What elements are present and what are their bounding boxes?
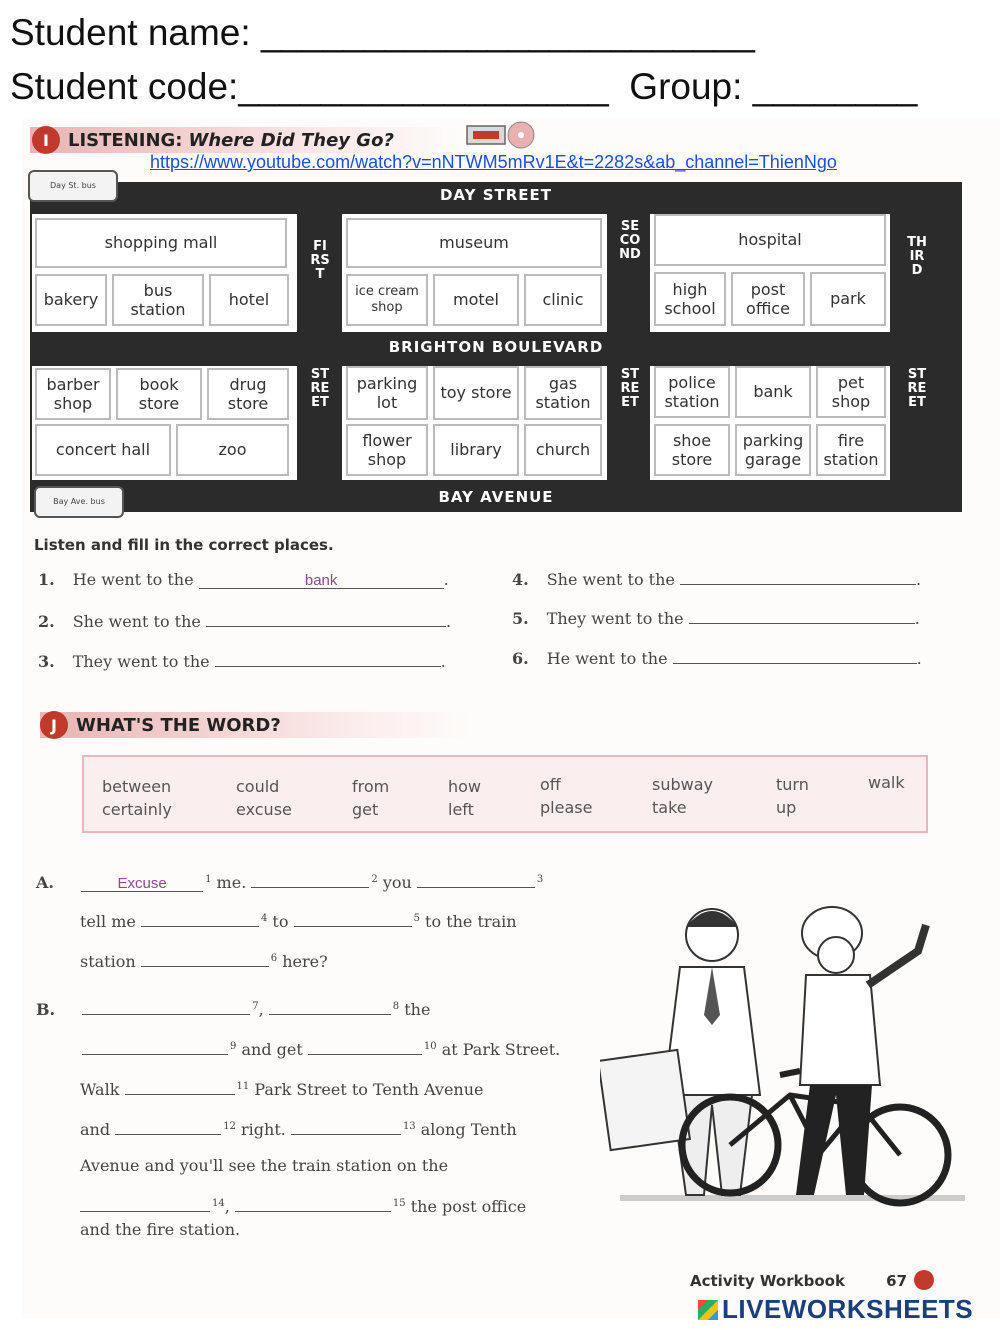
exercise-a-line-3	[80, 950, 328, 971]
answer-blank-3[interactable]	[215, 650, 441, 667]
blank-number: 4	[260, 912, 268, 924]
brighton-boulevard-label: BRIGHTON BOULEVARD	[388, 338, 604, 356]
blank-number: 12	[223, 1120, 236, 1132]
text-segment: me.	[216, 873, 247, 892]
exercise-a-label: A.	[36, 873, 54, 892]
third-street-suffix: STREET	[907, 367, 927, 410]
video-link[interactable]: https://www.youtube.com/watch?v=nNTWM5mRv1E&t=2282s&ab_channel=ThienNgo	[150, 152, 837, 172]
blank-number: 9	[230, 1040, 237, 1052]
place-high-school: high school	[654, 272, 726, 326]
question-3: 3. They went to the .	[38, 652, 446, 671]
blank-4[interactable]	[141, 910, 259, 927]
place-concert-hall: concert hall	[35, 424, 171, 476]
blank-number: 6	[270, 952, 278, 964]
word-bank-item: left	[448, 800, 474, 819]
blank-number: 5	[413, 912, 420, 924]
question-1: 1. He went to the bank .	[38, 570, 449, 589]
text-segment: the post office	[410, 1197, 527, 1216]
listening-heading	[32, 126, 394, 154]
place-motel: motel	[433, 274, 519, 326]
street-map	[30, 182, 962, 512]
blank-number: 7	[252, 1000, 259, 1012]
blank-11[interactable]	[125, 1078, 235, 1095]
place-clinic: clinic	[524, 274, 602, 326]
place-church: church	[524, 424, 602, 476]
whats-the-word-title: WHAT'S THE WORD?	[76, 714, 281, 736]
question-text: He went to the	[72, 570, 194, 589]
place-drug-store: drug store	[207, 368, 289, 420]
word-bank-item: how	[448, 777, 482, 796]
question-number: 2.	[38, 612, 55, 631]
place-ice-cream-shop: ice cream shop	[346, 274, 428, 326]
text-segment: Park Street to Tenth Avenue	[254, 1080, 484, 1099]
question-number: 5.	[512, 609, 529, 628]
text-segment: along Tenth	[420, 1120, 517, 1139]
exercise-b-line-3	[80, 1078, 484, 1099]
word-bank	[82, 755, 928, 833]
place-toy-store: toy store	[433, 366, 519, 420]
place-post-office: post office	[731, 272, 805, 326]
text-segment: to	[272, 912, 289, 931]
student-code-group-line: Student code:__________________ Group: ________	[10, 66, 918, 107]
place-parking-garage: parking garage	[735, 424, 811, 476]
text-segment: and the fire station.	[80, 1220, 241, 1239]
place-gas-station: gas station	[524, 366, 602, 420]
place-book-store: book store	[116, 368, 202, 420]
cassette-cd-icon	[465, 120, 541, 150]
text-segment: here?	[282, 952, 328, 971]
word-bank-item: subway	[652, 775, 713, 794]
question-2: 2. She went to the .	[38, 612, 452, 631]
exercise-b-line-4	[80, 1118, 517, 1139]
bus-icon-bottom: Bay Ave. bus	[34, 486, 124, 518]
question-number: 3.	[38, 652, 55, 671]
text-segment: right.	[241, 1120, 286, 1139]
word-bank-item: please	[540, 798, 593, 817]
exercise-a-line-2	[80, 910, 517, 931]
text-segment: to the train	[425, 912, 517, 931]
answer-blank-6[interactable]	[673, 647, 917, 664]
blank-number: 13	[402, 1120, 416, 1132]
brand-text: LIVEWORKSHEETS	[722, 1294, 974, 1324]
liveworksheets-logo	[698, 1294, 973, 1325]
blank-number: 15	[392, 1197, 406, 1209]
blank-6[interactable]	[141, 950, 269, 967]
blank-14[interactable]	[80, 1195, 210, 1212]
question-text: She went to the	[546, 570, 675, 589]
exercise-b-line-1: B. $^7$, $^8$ the	[36, 1000, 431, 1019]
word-bank-item: take	[652, 798, 687, 817]
blank-1[interactable]: Excuse	[81, 875, 203, 892]
question-6: 6. He went to the .	[512, 649, 922, 668]
section-badge: J	[40, 711, 68, 739]
blank-number: 1	[205, 873, 212, 885]
exercise-b-line-5	[80, 1156, 448, 1175]
text-segment: you	[382, 873, 412, 892]
liveworksheets-icon	[698, 1300, 718, 1320]
second-street-suffix: STREET	[620, 367, 640, 410]
place-parking-lot: parking lot	[346, 366, 428, 420]
third-street-label: THIRD	[907, 235, 927, 278]
word-bank-item: off	[540, 775, 561, 794]
place-pet-shop: pet shop	[816, 366, 886, 418]
blank-2[interactable]	[251, 871, 369, 888]
word-bank-item: get	[352, 800, 379, 819]
word-bank-item: turn	[776, 775, 809, 794]
word-bank-item: up	[776, 798, 797, 817]
blank-12[interactable]	[115, 1118, 221, 1135]
exercise-a-line-1	[36, 871, 543, 892]
place-library: library	[433, 424, 519, 476]
blank-number: 3	[536, 873, 544, 885]
blank-13[interactable]	[291, 1118, 401, 1135]
first-street-suffix: STREET	[310, 367, 330, 410]
exercise-b-label: B.	[36, 1000, 56, 1019]
text-segment: Avenue and you'll see the train station on the	[80, 1156, 449, 1175]
place-bus-station: bus station	[112, 274, 204, 326]
blank-3[interactable]	[417, 871, 535, 888]
question-number: 1.	[38, 570, 55, 589]
whats-the-word-heading	[40, 711, 281, 739]
answer-blank-1[interactable]: bank	[199, 572, 444, 589]
question-text: She went to the	[72, 612, 201, 631]
word-bank-item: from	[352, 777, 390, 796]
blank-7[interactable]	[82, 998, 250, 1015]
blank-10[interactable]	[308, 1038, 422, 1055]
text-segment: at Park Street.	[441, 1040, 561, 1059]
two-men-bicycle-illustration	[600, 895, 965, 1215]
blank-9[interactable]	[82, 1038, 228, 1055]
red-dot-icon	[914, 1270, 934, 1290]
student-name-line: Student name: ________________________	[10, 12, 755, 53]
word-bank-item: certainly	[102, 800, 172, 819]
text-segment: tell me	[80, 912, 136, 931]
question-5: 5. They went to the .	[512, 609, 920, 628]
blank-8[interactable]	[269, 998, 391, 1015]
instruction-text: Listen and fill in the correct places.	[34, 536, 334, 554]
blank-5[interactable]	[294, 910, 412, 927]
first-street-label: FIRST	[310, 239, 330, 282]
blank-number: 11	[236, 1080, 250, 1092]
blank-15[interactable]	[235, 1195, 391, 1212]
bay-avenue-label: BAY AVENUE	[438, 488, 554, 506]
workbook-label: Activity Workbook	[690, 1272, 845, 1290]
place-barber-shop: barber shop	[35, 368, 111, 420]
place-zoo: zoo	[176, 424, 289, 476]
answer-blank-4[interactable]	[680, 568, 916, 585]
second-street-label: SECOND	[619, 219, 641, 262]
workbook-footer	[690, 1270, 934, 1290]
blank-number: 10	[423, 1040, 437, 1052]
word-bank-item: excuse	[236, 800, 292, 819]
answer-blank-2[interactable]	[206, 610, 446, 627]
place-museum: museum	[346, 218, 602, 268]
page-number: 67	[886, 1272, 908, 1290]
text-segment: the	[404, 1000, 431, 1019]
listening-title: LISTENING:	[68, 129, 183, 151]
word-bank-item: walk	[868, 773, 905, 792]
place-flower-shop: flower shop	[346, 424, 428, 476]
blank-number: 14	[212, 1197, 225, 1209]
answer-blank-5[interactable]	[689, 607, 915, 624]
exercise-b-line-6: $^{14}$, $^{15}$ the post office	[80, 1195, 526, 1216]
text-segment: station	[80, 952, 136, 971]
place-hotel: hotel	[209, 274, 289, 326]
place-shoe-store: shoe store	[654, 424, 730, 476]
text-segment: Walk	[80, 1080, 120, 1099]
bus-icon-top: Day St. bus	[28, 170, 118, 202]
place-bank: bank	[735, 366, 811, 418]
exercise-b-line-2	[82, 1038, 560, 1059]
blank-number: 8	[392, 1000, 400, 1012]
place-police-station: police station	[654, 366, 730, 418]
blank-number: 2	[371, 873, 378, 885]
question-4: 4. She went to the .	[512, 570, 922, 589]
question-text: They went to the	[546, 609, 684, 628]
listening-subtitle: Where Did They Go?	[188, 129, 394, 151]
day-street-label: DAY STREET	[439, 186, 553, 204]
question-number: 6.	[512, 649, 529, 668]
word-bank-item: could	[236, 777, 280, 796]
place-shopping-mall: shopping mall	[35, 218, 287, 268]
word-bank-item: between	[102, 777, 172, 796]
text-segment: and get	[241, 1040, 303, 1059]
exercise-b-line-7	[80, 1220, 240, 1239]
place-hospital: hospital	[654, 214, 886, 266]
question-text: He went to the	[546, 649, 668, 668]
text-segment: and	[80, 1120, 111, 1139]
section-badge: I	[32, 126, 60, 154]
question-number: 4.	[512, 570, 529, 589]
place-park: park	[810, 272, 886, 326]
place-fire-station: fire station	[816, 424, 886, 476]
question-text: They went to the	[72, 652, 210, 671]
place-bakery: bakery	[35, 274, 107, 326]
